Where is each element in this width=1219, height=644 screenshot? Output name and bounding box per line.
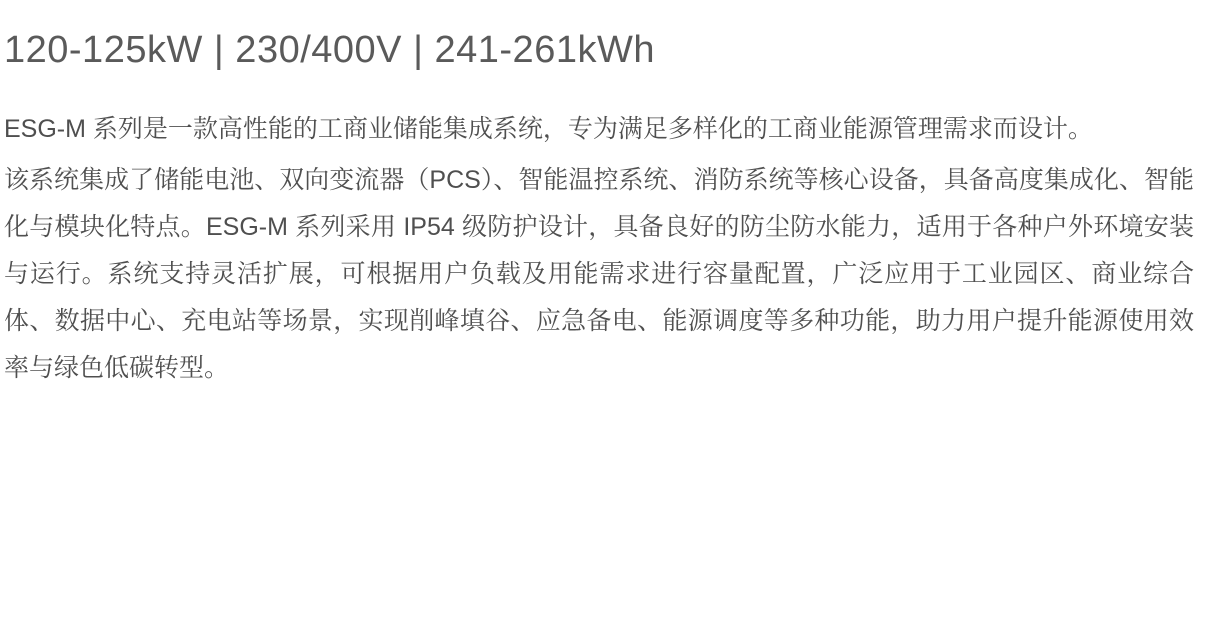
body-paragraph: 该系统集成了储能电池、双向变流器（PCS）、智能温控系统、消防系统等核心设备，具备高度集成化、智能化与模块化特点。ESG-M 系列采用 IP54 级防护设计，具备良好的防尘防水能力，适用于各种户外环境安装与运行。系统支持灵活扩展，可根据用户负载及用能需求进行容量配置，广泛应用于工业园区、商业综合体、数据中心、充电站等场景，实现削峰填谷、应急备电、能源调度等多种功能，助力用户提升能源使用效率与绿色低碳转型。 (4, 165, 1194, 382)
page-title: 120-125kW | 230/400V | 241-261kWh (4, 29, 655, 71)
intro-paragraph: ESG-M 系列是一款高性能的工商业储能集成系统，专为满足多样化的工商业能源管理需求而设计。 (4, 114, 1093, 143)
